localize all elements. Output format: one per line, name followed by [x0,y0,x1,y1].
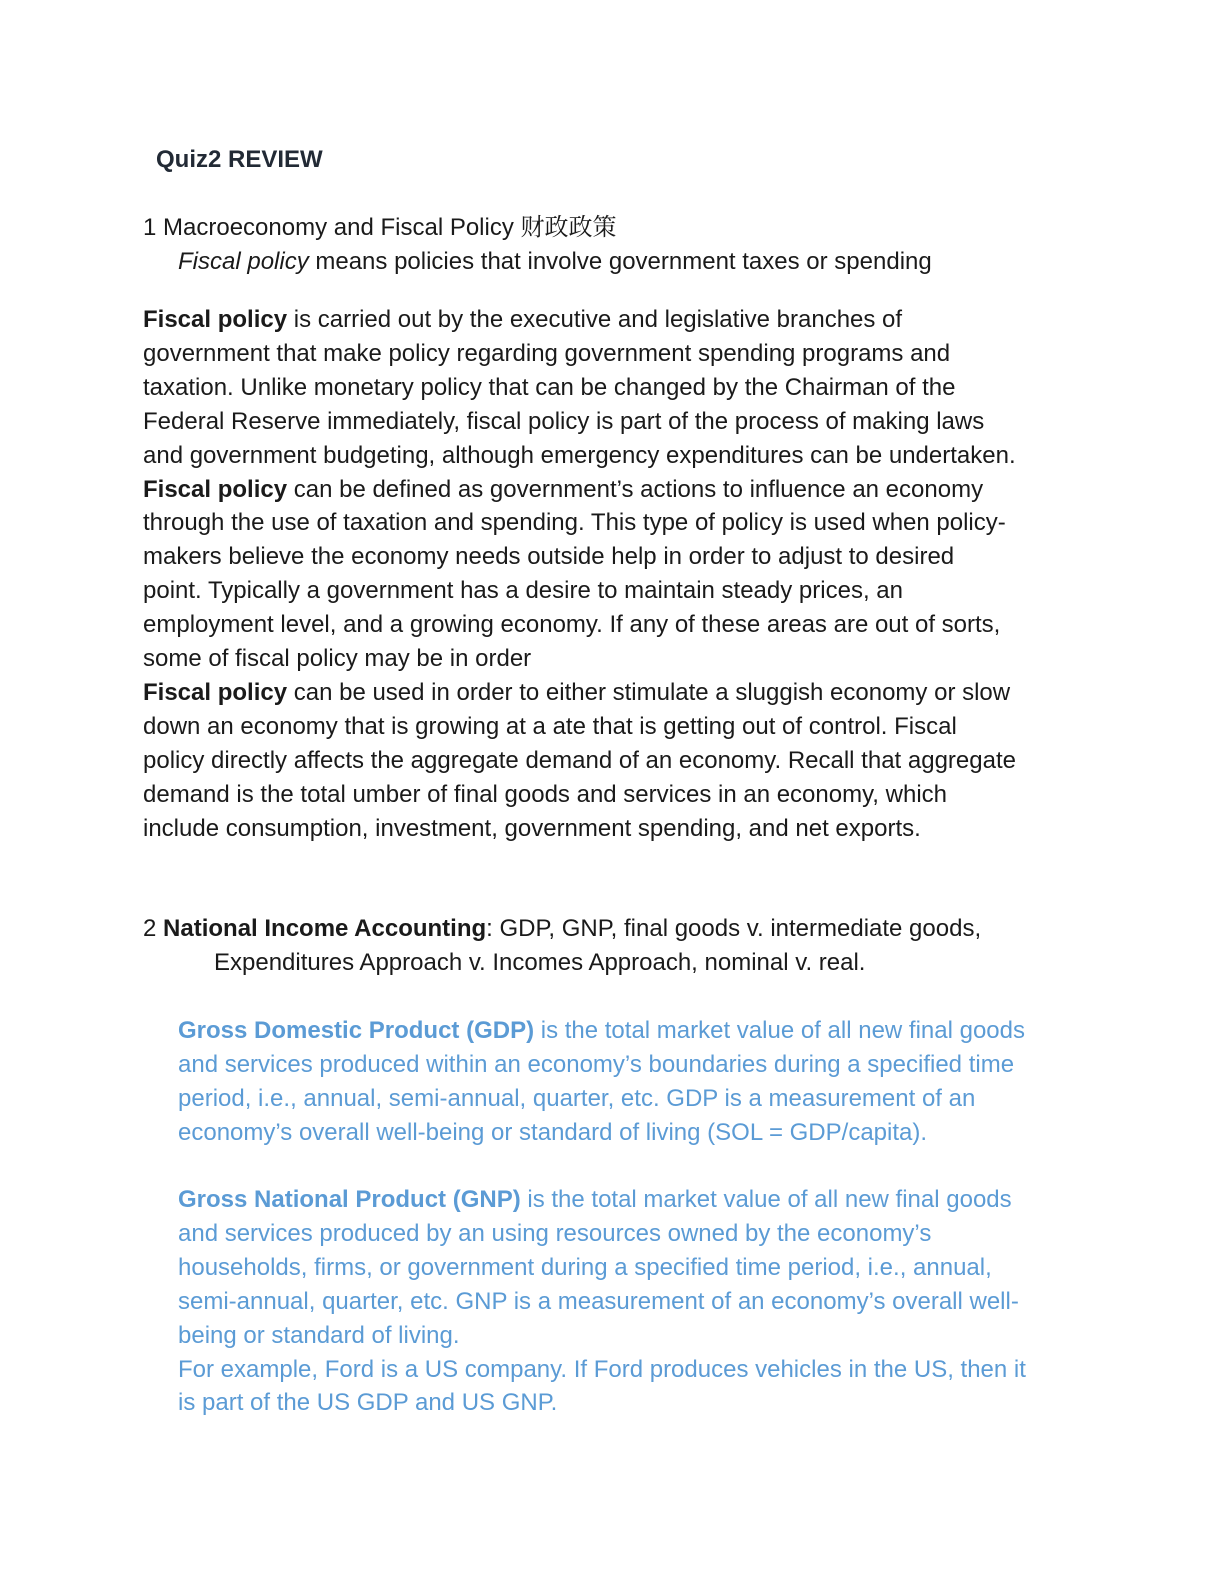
section-1-title: Macroeconomy and Fiscal Policy [163,214,514,241]
gnp-line: semi-annual, quarter, etc. GNP is a measurement of an economy’s overall well- [178,1287,1019,1315]
section-2-title: National Income Accounting [163,915,487,942]
section-2-topics-continued: Expenditures Approach v. Incomes Approach, nominal v. real. [214,949,866,976]
gnp-line: being or standard of living. [178,1321,460,1349]
ford-example-line: is part of the US GDP and US GNP. [178,1389,558,1417]
section-2-topics: : GDP, GNP, final goods v. intermediate goods, [486,915,982,942]
paragraph-line: can be used in order to either stimulate a sluggish economy or slow [287,678,1011,706]
gdp-line: economy’s overall well-being or standard of living (SOL = GDP/capita). [178,1118,928,1146]
gnp-line: households, firms, or government during a specified time period, i.e., annual, [178,1253,992,1281]
paragraph-line: some of fiscal policy may be in order [143,645,532,673]
paragraph-line: demand is the total umber of final goods and services in an economy, which [143,780,947,808]
gdp-definition [178,1014,1078,1150]
paragraph-line: include consumption, investment, government spending, and net exports. [143,814,921,842]
gdp-term: Gross Domestic Product (GDP) [178,1017,535,1044]
fiscal-policy-definition [178,245,932,279]
section-1-body [143,303,1083,846]
gnp-line: and services produced by an using resources owned by the economy’s [178,1219,932,1247]
paragraph-term: Fiscal policy [143,306,288,333]
gdp-line: period, i.e., annual, semi-annual, quarter, etc. GDP is a measurement of an [178,1084,976,1112]
paragraph-line: policy directly affects the aggregate demand of an economy. Recall that aggregate [143,746,1016,774]
gnp-term: Gross National Product (GNP) [178,1186,521,1213]
paragraph-term: Fiscal policy [143,475,288,503]
definition-text: means policies that involve government taxes or spending [308,248,932,275]
definition-term: Fiscal policy [178,248,309,275]
paragraph-line: Federal Reserve immediately, fiscal policy is part of the process of making laws [143,407,985,435]
paragraph-line: can be defined as government’s actions to influence an economy [287,475,984,503]
paragraph-fiscal-1 [143,303,1083,473]
paragraph-fiscal-3 [143,676,1083,846]
gdp-line: and services produced within an economy’s boundaries during a specified time [178,1050,1015,1078]
document-title: Quiz2 REVIEW [156,146,323,173]
section-1-heading [143,211,617,245]
paragraph-line: is carried out by the executive and legislative branches of [287,306,903,333]
paragraph-line: and government budgeting, although emergency expenditures can be undertaken. [143,441,1016,469]
paragraph-line: government that make policy regarding government spending programs and [143,339,951,367]
ford-example-line: For example, Ford is a US company. If Ford produces vehicles in the US, then it [178,1355,1026,1383]
paragraph-line: taxation. Unlike monetary policy that can be changed by the Chairman of the [143,373,956,401]
section-2-heading [143,912,981,946]
paragraph-line: down an economy that is growing at a ate that is getting out of control. Fiscal [143,712,957,740]
gnp-definition [178,1183,1078,1420]
paragraph-line: makers believe the economy needs outside help in order to adjust to desired [143,543,955,571]
gnp-line: is the total market value of all new final goods [520,1186,1012,1213]
paragraph-line: employment level, and a growing economy. If any of these areas are out of sorts, [143,611,1001,639]
gdp-line: is the total market value of all new final goods [534,1017,1025,1044]
paragraph-line: point. Typically a government has a desire to maintain steady prices, an [143,577,903,605]
paragraph-term: Fiscal policy [143,678,288,706]
section-1-title-chinese: 财政政策 [520,214,617,241]
paragraph-line: through the use of taxation and spending. This type of policy is used when policy- [143,509,1006,537]
paragraph-fiscal-2 [143,473,1083,676]
section-1-number: 1 [143,214,157,241]
section-2-number: 2 [143,915,157,942]
